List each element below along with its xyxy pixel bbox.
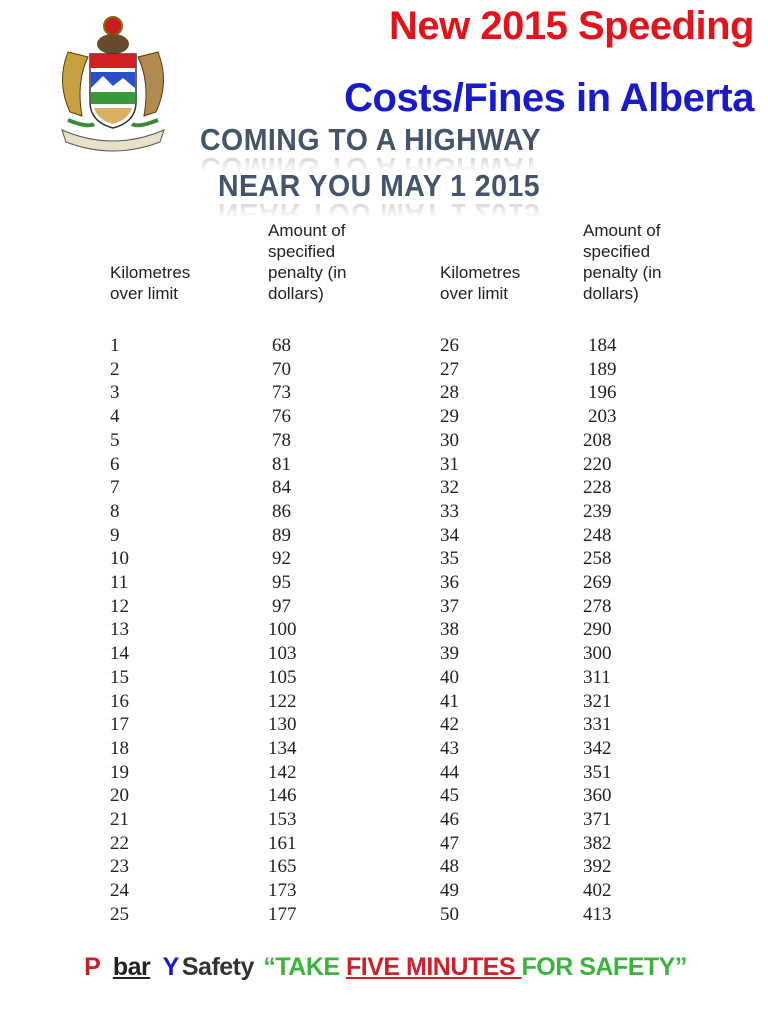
- km-cell: 25: [110, 903, 129, 925]
- amount-cell: 278: [583, 595, 612, 617]
- km-cell: 48: [440, 856, 459, 878]
- km-cell: 4: [110, 406, 120, 428]
- km-cell: 15: [110, 666, 129, 688]
- title-line-2: Costs/Fines in Alberta: [344, 76, 754, 120]
- amount-cell: 81: [272, 453, 291, 475]
- banner-line-2: NEAR YOU MAY 1 2015: [218, 168, 541, 203]
- km-cell: 17: [110, 714, 129, 736]
- header-text: over limit: [440, 284, 509, 303]
- km-cell: 24: [110, 880, 129, 902]
- km-cell: 14: [110, 643, 129, 665]
- amount-cell: 95: [272, 572, 291, 593]
- amount-cell: 269: [583, 572, 612, 593]
- km-cell: 33: [440, 500, 459, 522]
- header-text: penalty (in: [268, 263, 347, 282]
- footer-quote-end: FOR SAFETY”: [521, 953, 687, 981]
- amount-cell: 208: [583, 429, 612, 451]
- amount-cell: 153: [268, 809, 297, 830]
- km-cell: 10: [110, 548, 129, 570]
- amount-cell: 76: [272, 406, 291, 428]
- header-amount-left: [268, 220, 346, 304]
- km-cell: 34: [440, 524, 459, 546]
- amount-cell: 196: [588, 382, 617, 404]
- amount-cell: 228: [583, 477, 612, 499]
- km-cell: 39: [440, 643, 459, 665]
- amount-cell: 258: [583, 548, 612, 570]
- amount-cell: 382: [583, 832, 612, 854]
- amount-cell: 100: [268, 619, 297, 641]
- km-cell: 27: [440, 358, 459, 380]
- amount-cell: 290: [583, 619, 612, 641]
- footer-slogan: [0, 953, 768, 982]
- km-cell: 19: [110, 761, 129, 783]
- amount-cell: 134: [268, 737, 297, 759]
- footer-quote-start: “TAKE: [263, 953, 347, 981]
- amount-cell: 351: [583, 761, 612, 783]
- km-cell: 23: [110, 856, 129, 878]
- amount-cell: 84: [272, 477, 291, 499]
- km-cell: 45: [440, 785, 459, 807]
- amount-cell: 342: [583, 737, 612, 759]
- amount-cell: 78: [272, 429, 291, 451]
- header-text: specified: [583, 242, 651, 261]
- amount-cell: 321: [583, 690, 612, 712]
- amount-cell: 239: [583, 500, 612, 522]
- km-cell: 13: [110, 619, 129, 641]
- km-cell: 30: [440, 429, 459, 451]
- amount-cell: 173: [268, 880, 297, 902]
- km-cell: 40: [440, 666, 459, 688]
- km-cell: 43: [440, 737, 459, 759]
- amount-cell: 248: [583, 524, 612, 546]
- amount-cell: 97: [272, 595, 291, 617]
- header-text: specified: [268, 242, 336, 261]
- km-cell: 6: [110, 453, 120, 475]
- km-cell: 44: [440, 761, 459, 783]
- amount-cell: 331: [583, 714, 612, 736]
- amount-cell: 122: [268, 690, 297, 712]
- km-cell: 18: [110, 737, 129, 759]
- km-cell: 20: [110, 785, 129, 807]
- km-cell: 21: [110, 809, 129, 830]
- amount-cell: 392: [583, 856, 612, 878]
- amount-cell: 165: [268, 856, 297, 878]
- km-cell: 9: [110, 524, 120, 546]
- km-cell: 5: [110, 429, 120, 451]
- amount-cell: 220: [583, 453, 612, 475]
- km-cell: 1: [110, 335, 120, 356]
- km-cell: 49: [440, 880, 459, 902]
- amount-cell: 142: [268, 761, 297, 783]
- header-text: Amount of: [583, 221, 661, 240]
- header-text: dollars): [583, 284, 639, 303]
- amount-cell: 86: [272, 500, 291, 522]
- km-cell: 7: [110, 477, 120, 499]
- km-cell: 22: [110, 832, 129, 854]
- header-text: Amount of: [268, 221, 346, 240]
- amount-cell: 68: [272, 335, 291, 356]
- amount-cell: 300: [583, 643, 612, 665]
- footer-safety: Safety: [181, 953, 254, 981]
- header-km-right: [440, 262, 520, 304]
- amount-cell: 103: [268, 643, 297, 665]
- km-cell: 42: [440, 714, 459, 736]
- banner-line-1: COMING TO A HIGHWAY: [200, 122, 541, 157]
- amount-cell: 184: [588, 335, 617, 356]
- amount-cell: 189: [588, 358, 617, 380]
- km-cell: 29: [440, 406, 459, 428]
- km-cell: 37: [440, 595, 459, 617]
- amount-cell: 146: [268, 785, 297, 807]
- amount-cell: 203: [588, 406, 617, 428]
- km-cell: 3: [110, 382, 120, 404]
- km-cell: 36: [440, 572, 459, 593]
- footer-p: P: [84, 953, 101, 981]
- km-cell: 32: [440, 477, 459, 499]
- amount-cell: 105: [268, 666, 297, 688]
- amount-cell: 177: [268, 903, 297, 925]
- amount-cell: 70: [272, 358, 291, 380]
- km-cell: 31: [440, 453, 459, 475]
- header-text: over limit: [110, 284, 179, 303]
- header-km-left: [110, 262, 190, 304]
- footer-y: Y: [162, 953, 179, 981]
- amount-cell: 413: [583, 903, 612, 925]
- footer-bar: bar: [112, 953, 151, 981]
- km-cell: 11: [110, 572, 129, 593]
- header-text: Kilometres: [440, 263, 521, 282]
- km-cell: 12: [110, 595, 129, 617]
- footer-quote-mid: FIVE MINUTES: [346, 953, 522, 981]
- amount-cell: 360: [583, 785, 612, 807]
- amount-cell: 130: [268, 714, 297, 736]
- alberta-coat-of-arms-logo: [48, 12, 178, 152]
- km-cell: 41: [440, 690, 459, 712]
- amount-cell: 73: [272, 382, 291, 404]
- km-cell: 28: [440, 382, 459, 404]
- km-cell: 35: [440, 548, 459, 570]
- header-text: penalty (in: [583, 263, 662, 282]
- header-text: Kilometres: [110, 263, 191, 282]
- km-cell: 47: [440, 832, 459, 854]
- km-cell: 16: [110, 690, 129, 712]
- amount-cell: 161: [268, 832, 297, 854]
- km-cell: 50: [440, 903, 459, 925]
- km-cell: 8: [110, 500, 120, 522]
- amount-cell: 311: [583, 666, 611, 688]
- title-line-1: New 2015 Speeding: [389, 4, 754, 48]
- header-text: dollars): [268, 284, 324, 303]
- km-cell: 26: [440, 335, 459, 356]
- km-cell: 2: [110, 358, 120, 380]
- km-cell: 46: [440, 809, 459, 830]
- header-amount-right: [583, 220, 661, 304]
- amount-cell: 92: [272, 548, 291, 570]
- amount-cell: 89: [272, 524, 291, 546]
- amount-cell: 371: [583, 809, 612, 830]
- amount-cell: 402: [583, 880, 612, 902]
- km-cell: 38: [440, 619, 459, 641]
